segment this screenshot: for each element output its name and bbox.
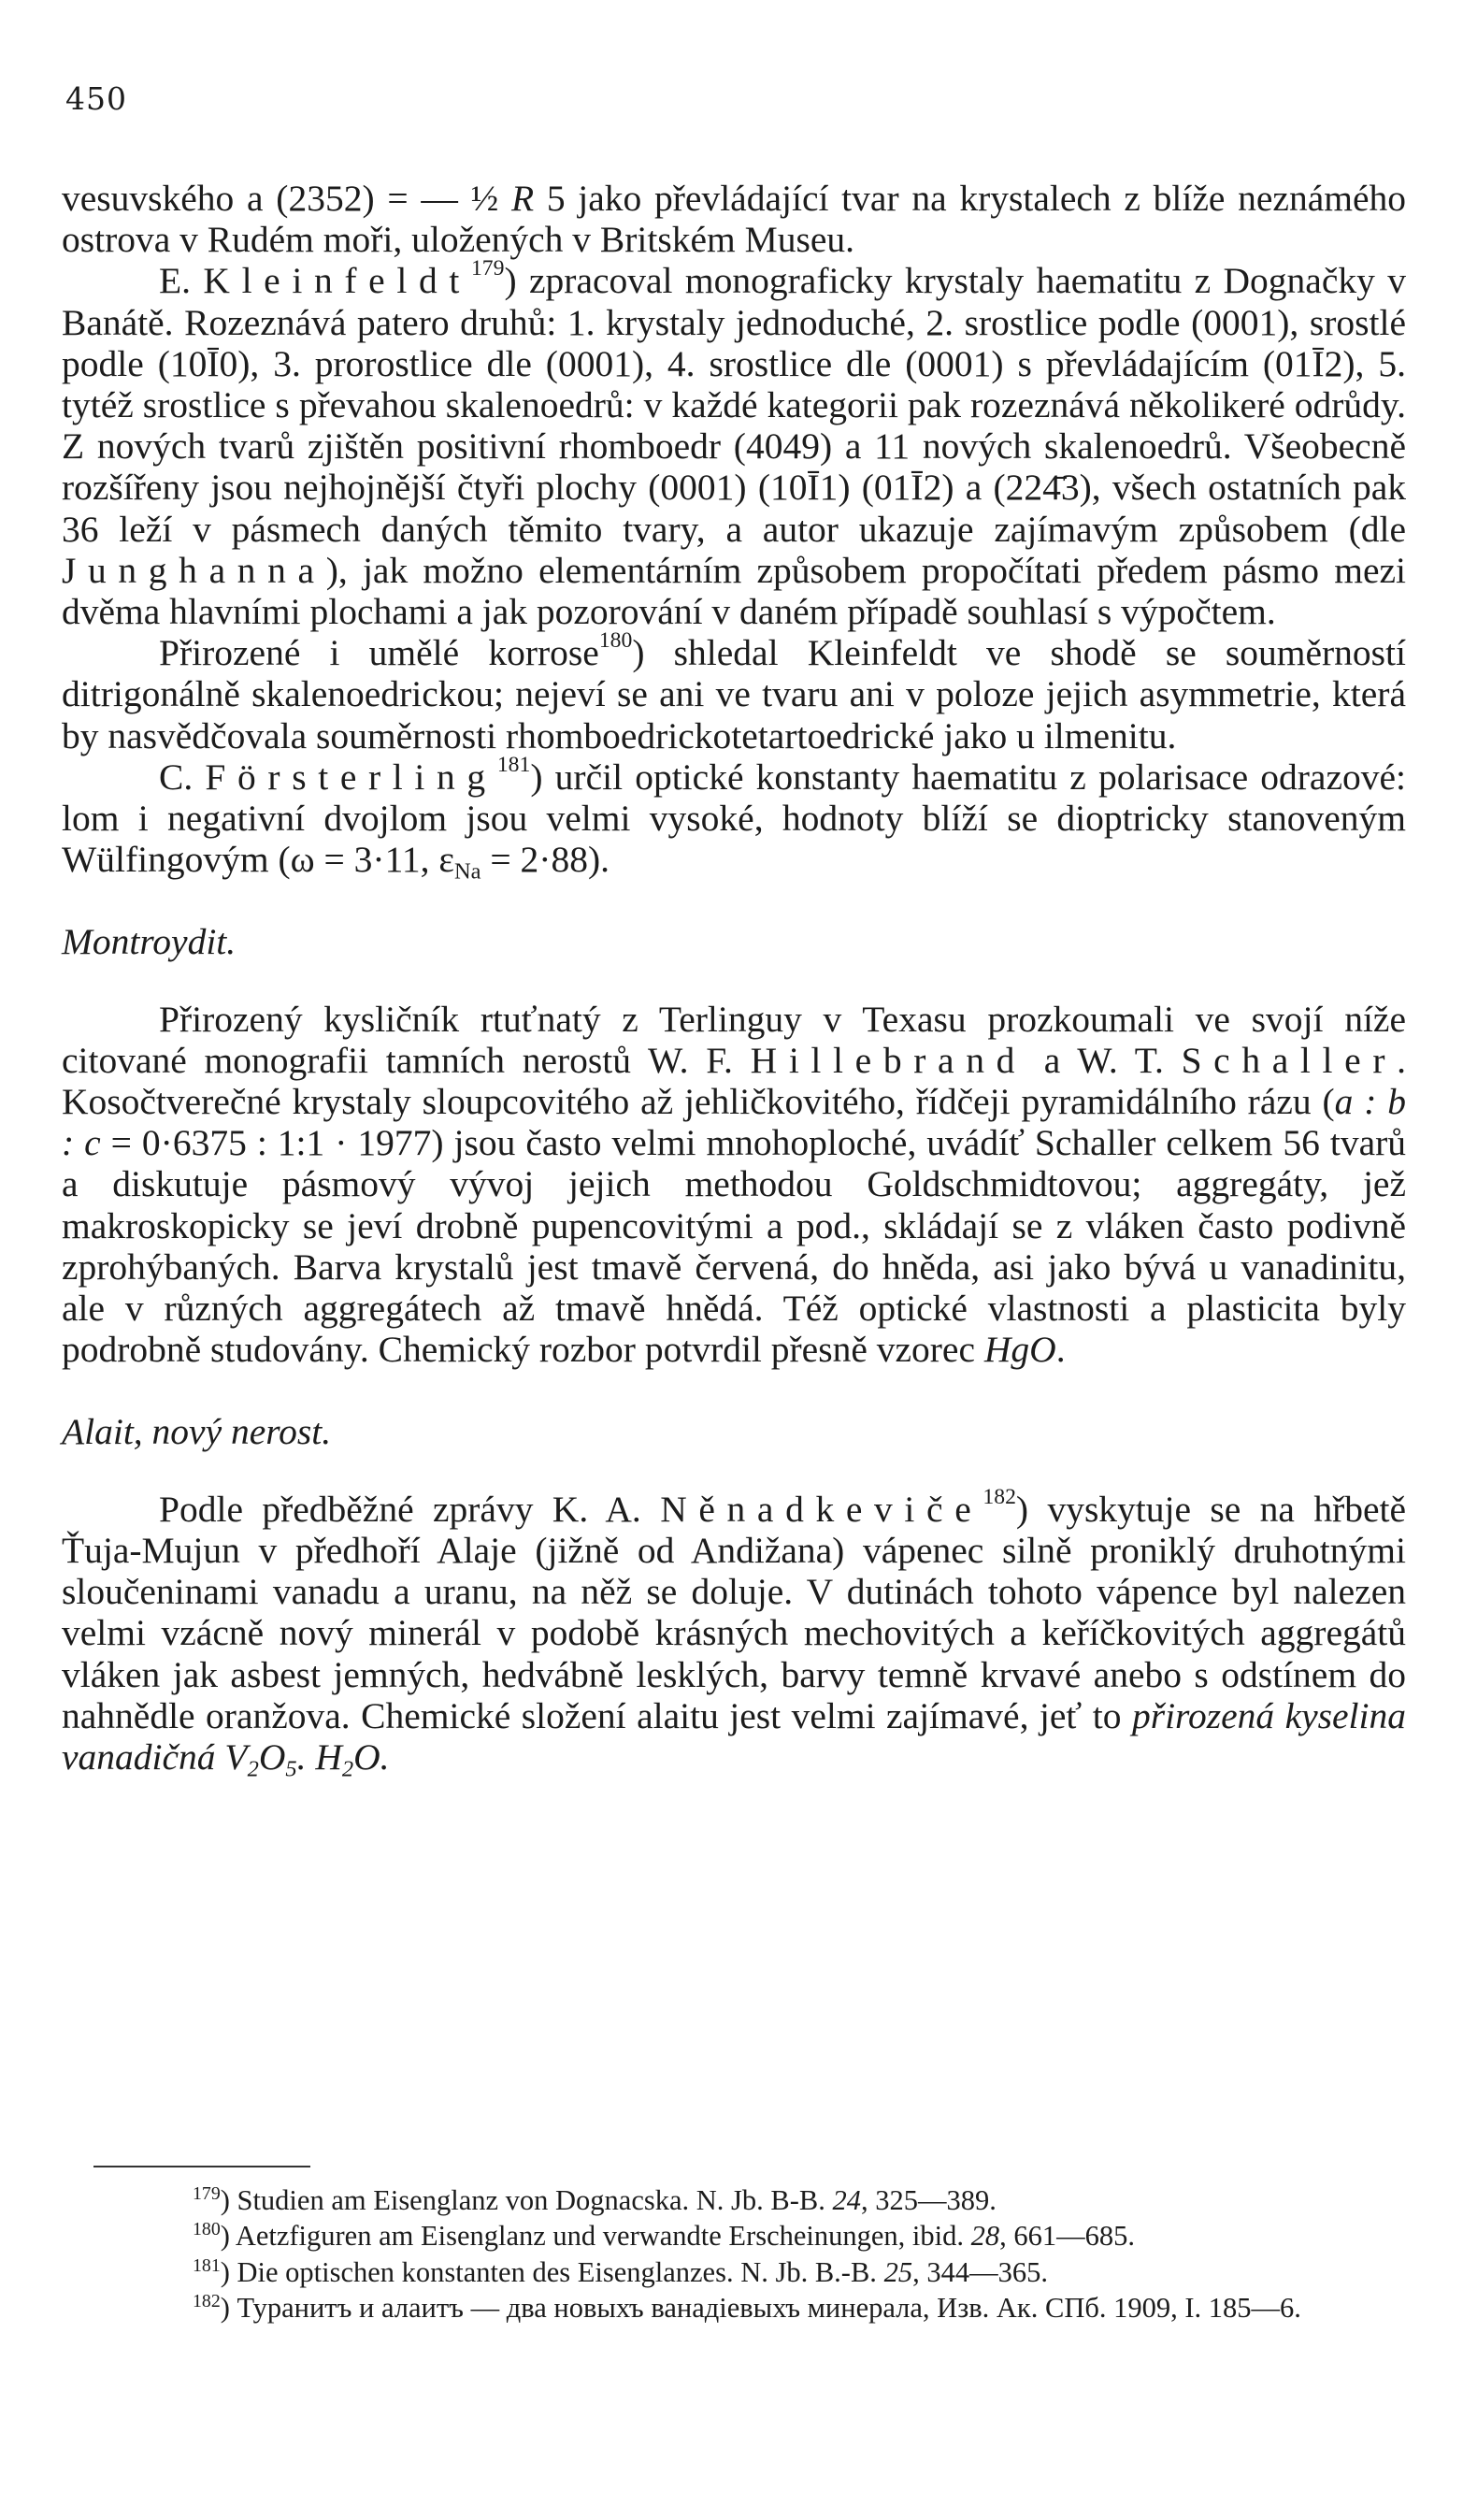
footnote-volume: 28 xyxy=(970,2220,1000,2253)
footnote-volume: 25 xyxy=(883,2255,913,2288)
footnote-divider xyxy=(93,2166,310,2167)
text-span: Přirozené i umělé korrose xyxy=(159,632,599,674)
footnote-text: ) Туранитъ и алаитъ — два новыхъ ванадіевыхъ минерала, Изв. Ак. СПб. 1909, I. 185—6. xyxy=(220,2292,1301,2325)
spacer xyxy=(62,1453,1406,1489)
footnote-number: 181 xyxy=(193,2254,221,2276)
formula-part: O. xyxy=(353,1735,390,1778)
formula-part: O xyxy=(258,1735,286,1778)
axis-ratio: a : b : c xyxy=(62,1081,1406,1164)
text-span: ) shledal Kleinfeldt ve shodě se souměrností ditrigonálně skalenoedrickou; nejeví se ani ve tvaru ani v poloze jejich asymmetrie, která by nasvědčovala souměrnosti rhomboedrickotetartoedrické jako u ilmenitu. xyxy=(62,632,1406,756)
text-span: Podle předběžné zprávy K. A. xyxy=(159,1488,641,1530)
footnote-text: ) Studien am Eisenglanz von Dognacska. N. Jb. B-B. xyxy=(220,2184,825,2216)
subscript: 2 xyxy=(341,1756,354,1782)
author-name: Försterling xyxy=(205,756,497,798)
body-text xyxy=(62,178,1407,1782)
footnote-number: 179 xyxy=(193,2183,221,2205)
paragraph-vesuvian xyxy=(62,178,1406,260)
text-span: ), jak možno elementárním způsobem propočítati předem pásmo mezi dvěma hlavními plochami a jak pozorování v daném případě souhlasí s výpočtem. xyxy=(62,549,1406,633)
footnote xyxy=(62,2254,1408,2290)
footnote-volume: 24 xyxy=(832,2184,862,2216)
author-name: Junghanna xyxy=(62,549,326,591)
footnote-text: , 344—365. xyxy=(912,2255,1048,2288)
author-name: Schaller xyxy=(1181,1039,1398,1081)
footnote xyxy=(62,2218,1408,2254)
text-span: vesuvského a (2352) = — ½ xyxy=(62,178,499,219)
page-number: 450 xyxy=(65,80,127,117)
footnote-text: , 661—685. xyxy=(999,2220,1135,2253)
text-span: . xyxy=(1055,1329,1066,1371)
spacer xyxy=(62,880,1406,921)
formula-part: . H xyxy=(296,1735,342,1778)
spacer xyxy=(62,1370,1406,1411)
initial: E. xyxy=(159,260,192,302)
initial: C. xyxy=(159,756,194,798)
footnote-text: ) Die optischen konstanten des Eisenglanzes. N. Jb. B.-B. xyxy=(220,2255,877,2288)
section-heading-montroydit: Montroydit. xyxy=(62,921,237,963)
paragraph-forsterling xyxy=(62,752,1406,885)
subscript: Na xyxy=(453,858,481,885)
footnote-ref: 182 xyxy=(983,1484,1016,1509)
text-span: . Kosočtverečné krystaly sloupcovitého až jehličkovitého, řídčeji pyramidálního rázu ( xyxy=(62,1039,1406,1123)
footnote-ref: 179 xyxy=(470,256,505,281)
emphasis: přirozená kyselina vanadičná xyxy=(62,1694,1406,1778)
text-span: 5 jako převládající tvar na krystalech z blíže neznámého ostrova v Rudém moři, uložených v Britském Museu. xyxy=(62,178,1406,261)
footnote xyxy=(62,2182,1408,2218)
spacer xyxy=(62,963,1406,999)
text-span: ) zpracoval monograficky krystaly haematitu z Dognačky v Banátě. Rozeznává patero druhů: 1. krystaly jednoduché, 2. srostlice podle (0001), srostlé podle (10Ī0), 3. prorostlice dle (0001), 4. srostlice dle (0001) s převládajícím (01Ī2), 5. tytéž srostlice s převahou skalenoedrů: v každé kategorii pak rozeznává několikeré odrůdy. Z nových tvarů zjištěn positivní rhomboedr (4049) a 11 nových skalenoedrů. Všeobecně rozšířeny jsou nejhojnější čtyři plochy (0001) (10Ī1) (01Ī2) a (224̄3), všech ostatních pak 36 leží v pásmech daných těmito tvary, a autor ukazuje zajímavým způsobem (dle xyxy=(62,260,1407,550)
formula xyxy=(224,1735,390,1782)
paragraph-korrose xyxy=(62,628,1406,756)
footnote-ref: 180 xyxy=(598,628,633,654)
text-span: a W. T. xyxy=(1043,1039,1164,1081)
subscript: 2 xyxy=(247,1756,259,1782)
text-span: ) určil optické konstanty haematitu z polarisace odrazové: lom i negativní dvojlom jsou velmi vysoké, hodnoty blíží se dioptricky stanoveným Wülfingovým (ω = 3·11, ε xyxy=(62,756,1406,881)
footnotes xyxy=(62,2182,1408,2326)
paragraph-montroydit xyxy=(62,999,1406,1371)
text-span: ) vyskytuje se na hřbetě Ťuja-Mujun v předhoří Alaje (jižně od Andižana) vápenec silně proniklý druhotnými sloučeninami vanadu a uranu, na něž se doluje. V dutinách tohoto vápence byl nalezen velmi vzácně nový minerál v podobě krásných mechovitých a keříčkovitých aggregátů vláken jak asbest jemných, hedvábně lesklých, barvy temně krvavé anebo s odstínem do nahnědle oranžova. Chemické složení alaitu jest velmi zajímavé, jeť to xyxy=(62,1488,1407,1736)
initial: W. F. xyxy=(648,1039,733,1081)
author-name: Hillebrand xyxy=(750,1039,1026,1081)
footnote-text: , 325—389. xyxy=(861,2184,997,2216)
footnote-text: ) Aetzfiguren am Eisenglanz und verwandte Erscheinungen, ibid. xyxy=(220,2220,964,2253)
text-span: = 0·6375 : 1:1 · 1977) jsou často velmi mnohoploché, uvádíť Schaller celkem 56 tvarů a diskutuje pásmový vývoj jejich methodou Goldschmidtovou; aggregáty, jež makroskopicky se jeví drobně pupencovitými a pod., skládají se z vláken často podivně zprohýbaných. Barva krystalů jest tmavě červená, do hněda, asi jako bývá u vanadinitu, ale v různých aggregátech až tmavě hnědá. Též optické vlastnosti a plasticita byly podrobně studovány. Chemický rozbor potvrdil přesně vzorec xyxy=(62,1122,1407,1371)
section-heading-alait: Alait, nový nerost. xyxy=(62,1411,332,1453)
text-span: Přirozený kysličník rtuťnatý z Terlinguy v Texasu prozkoumali ve svojí níže citované monografii tamních nerostů xyxy=(62,998,1406,1081)
paragraph-kleinfeldt xyxy=(62,256,1407,633)
footnote xyxy=(62,2290,1408,2326)
paragraph-alait xyxy=(62,1484,1407,1782)
footnote-ref: 181 xyxy=(496,752,531,777)
formula: HgO xyxy=(983,1329,1056,1371)
text-span: = 2·88). xyxy=(490,839,610,881)
author-name: Kleinfeldt xyxy=(203,260,471,302)
symbol-r: R xyxy=(510,178,535,219)
footnote-number: 180 xyxy=(193,2219,221,2240)
author-name: Něnadkeviče xyxy=(660,1488,983,1530)
footnote-number: 182 xyxy=(193,2291,221,2312)
subscript: 5 xyxy=(285,1756,297,1782)
formula-part: V xyxy=(224,1735,248,1778)
